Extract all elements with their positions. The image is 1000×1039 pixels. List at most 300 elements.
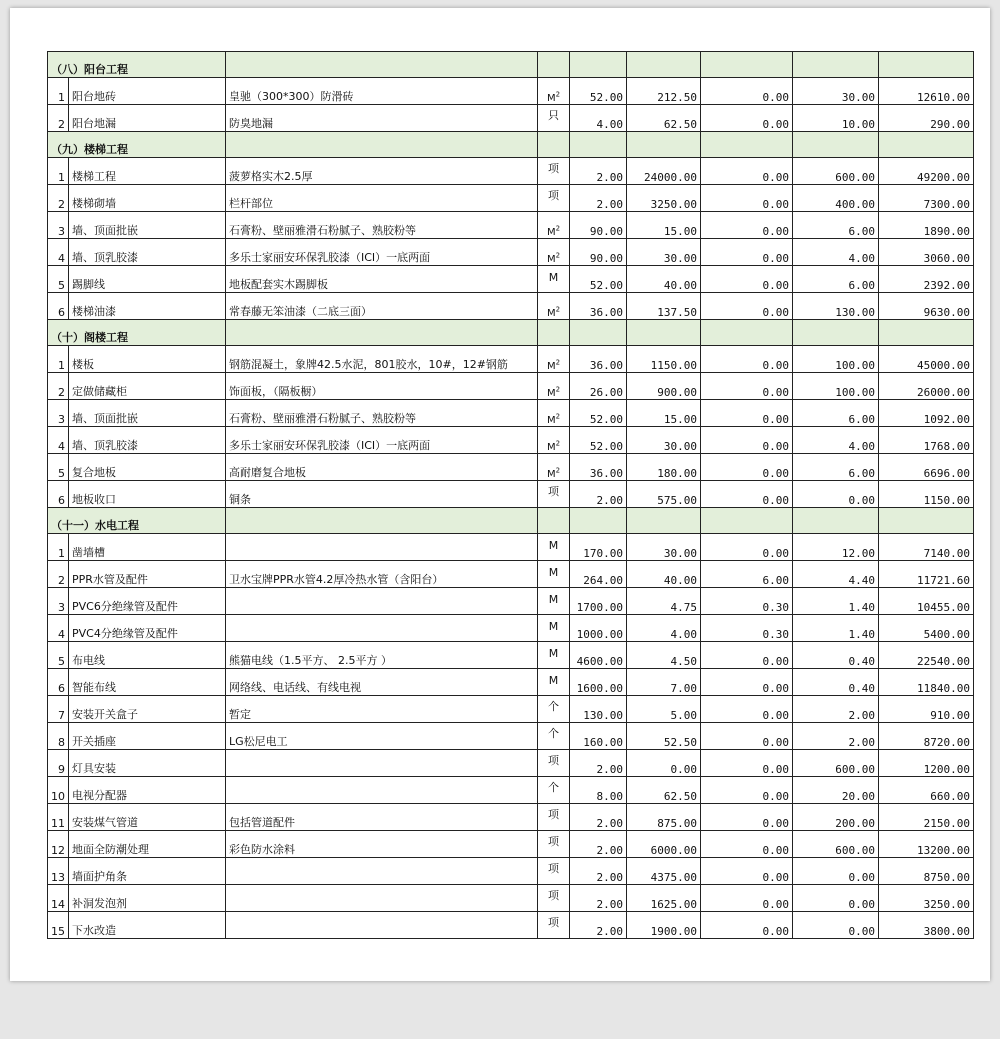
unit-cell[interactable] [538,185,570,212]
item-description-cell[interactable]: 多乐士家丽安环保乳胶漆（ICI）一底两面 [226,239,538,266]
quantity-cell[interactable]: 36.00 [570,346,627,373]
labor-cost-cell[interactable]: 0.40 [793,669,879,696]
item-description-cell[interactable]: 防臭地漏 [226,105,538,132]
section-empty-cell[interactable] [879,508,974,534]
item-description-cell[interactable]: 熊猫电线（1.5平方、 2.5平方 ） [226,642,538,669]
item-description-cell[interactable]: 石膏粉、壁丽雅滑石粉腻子、熟胶粉等 [226,400,538,427]
quantity-cell[interactable]: 2.00 [570,885,627,912]
unit-cell[interactable] [538,346,570,373]
labor-cost-cell[interactable]: 12.00 [793,534,879,561]
spreadsheet-page [10,8,990,981]
row-index-cell[interactable]: 3 [48,212,69,239]
unit-price-cell[interactable]: 900.00 [627,373,701,400]
material-cost-cell[interactable]: 0.00 [701,105,793,132]
item-description-cell[interactable]: 彩色防水涂料 [226,831,538,858]
unit-price-cell[interactable]: 30.00 [627,534,701,561]
row-index-cell[interactable]: 1 [48,534,69,561]
unit-cell[interactable] [538,239,570,266]
quantity-cell[interactable]: 90.00 [570,239,627,266]
unit-cell[interactable] [538,481,570,508]
row-index-cell[interactable]: 11 [48,804,69,831]
section-empty-cell[interactable] [793,320,879,346]
material-cost-cell[interactable]: 0.00 [701,912,793,939]
quantity-cell[interactable]: 52.00 [570,427,627,454]
item-description-cell[interactable]: 皇驰（300*300）防滑砖 [226,78,538,105]
unit-cell[interactable] [538,400,570,427]
subtotal-cell[interactable]: 660.00 [879,777,974,804]
labor-cost-cell[interactable]: 2.00 [793,696,879,723]
material-cost-cell[interactable]: 0.00 [701,158,793,185]
section-empty-cell[interactable] [879,52,974,78]
material-cost-cell[interactable]: 0.00 [701,293,793,320]
section-empty-cell[interactable] [879,320,974,346]
labor-cost-cell[interactable]: 200.00 [793,804,879,831]
section-empty-cell[interactable] [226,508,538,534]
item-name-cell[interactable]: PPR水管及配件 [69,561,226,588]
item-name-cell[interactable]: 智能布线 [69,669,226,696]
unit-price-cell[interactable]: 1150.00 [627,346,701,373]
unit-price-cell[interactable]: 6000.00 [627,831,701,858]
unit-price-cell[interactable]: 24000.00 [627,158,701,185]
item-description-cell[interactable] [226,912,538,939]
quantity-cell[interactable]: 90.00 [570,212,627,239]
unit-label: 项 [548,862,559,875]
item-name-cell[interactable]: 开关插座 [69,723,226,750]
row-index-cell[interactable]: 12 [48,831,69,858]
unit-label: M [548,674,559,687]
labor-cost-cell[interactable]: 4.00 [793,239,879,266]
quantity-cell[interactable]: 52.00 [570,266,627,293]
material-cost-cell[interactable]: 0.00 [701,266,793,293]
item-description-cell[interactable]: 石膏粉、壁丽雅滑石粉腻子、熟胶粉等 [226,212,538,239]
item-description-cell[interactable]: 铜条 [226,481,538,508]
unit-price-cell[interactable]: 5.00 [627,696,701,723]
labor-cost-cell[interactable]: 10.00 [793,105,879,132]
unit-price-cell[interactable]: 40.00 [627,561,701,588]
subtotal-cell[interactable]: 1150.00 [879,481,974,508]
unit-price-cell[interactable]: 0.00 [627,750,701,777]
subtotal-cell[interactable]: 22540.00 [879,642,974,669]
material-cost-cell[interactable]: 6.00 [701,561,793,588]
unit-cell[interactable] [538,454,570,481]
row-index-cell[interactable]: 6 [48,669,69,696]
section-empty-cell[interactable] [538,508,570,534]
quantity-cell[interactable]: 2.00 [570,158,627,185]
quantity-cell[interactable]: 2.00 [570,481,627,508]
quantity-cell[interactable]: 4600.00 [570,642,627,669]
subtotal-cell[interactable]: 49200.00 [879,158,974,185]
row-index-cell[interactable]: 10 [48,777,69,804]
material-cost-cell[interactable]: 0.30 [701,615,793,642]
item-description-cell[interactable]: 卫水宝牌PPR水管4.2厚冷热水管（含阳台） [226,561,538,588]
section-empty-cell[interactable] [793,508,879,534]
subtotal-cell[interactable]: 910.00 [879,696,974,723]
labor-cost-cell[interactable]: 600.00 [793,158,879,185]
row-index-cell[interactable]: 14 [48,885,69,912]
subtotal-cell[interactable]: 7300.00 [879,185,974,212]
labor-cost-cell[interactable]: 1.40 [793,588,879,615]
item-name-cell[interactable]: 定做储藏柜 [69,373,226,400]
row-index-cell[interactable]: 13 [48,858,69,885]
unit-price-cell[interactable]: 575.00 [627,481,701,508]
unit-price-cell[interactable]: 4375.00 [627,858,701,885]
subtotal-cell[interactable]: 9630.00 [879,293,974,320]
material-cost-cell[interactable]: 0.00 [701,885,793,912]
unit-price-cell[interactable]: 3250.00 [627,185,701,212]
item-name-cell[interactable]: 灯具安装 [69,750,226,777]
quantity-cell[interactable]: 2.00 [570,858,627,885]
subtotal-cell[interactable]: 45000.00 [879,346,974,373]
item-description-cell[interactable] [226,750,538,777]
unit-price-cell[interactable]: 15.00 [627,212,701,239]
item-name-cell[interactable]: 下水改造 [69,912,226,939]
unit-price-cell[interactable]: 1900.00 [627,912,701,939]
section-empty-cell[interactable] [538,132,570,158]
quantity-cell[interactable]: 4.00 [570,105,627,132]
section-empty-cell[interactable] [701,132,793,158]
unit-cell[interactable] [538,723,570,750]
labor-cost-cell[interactable]: 30.00 [793,78,879,105]
item-name-cell[interactable]: 楼梯砌墙 [69,185,226,212]
labor-cost-cell[interactable]: 1.40 [793,615,879,642]
section-empty-cell[interactable] [226,320,538,346]
item-description-cell[interactable]: 暂定 [226,696,538,723]
unit-cell[interactable] [538,804,570,831]
labor-cost-cell[interactable]: 0.40 [793,642,879,669]
material-cost-cell[interactable]: 0.00 [701,642,793,669]
subtotal-cell[interactable]: 3250.00 [879,885,974,912]
quantity-cell[interactable]: 52.00 [570,78,627,105]
material-cost-cell[interactable]: 0.00 [701,481,793,508]
section-empty-cell[interactable] [793,132,879,158]
labor-cost-cell[interactable]: 130.00 [793,293,879,320]
row-index-cell[interactable]: 2 [48,561,69,588]
subtotal-cell[interactable]: 1092.00 [879,400,974,427]
section-empty-cell[interactable] [701,320,793,346]
item-description-cell[interactable]: 高耐磨复合地板 [226,454,538,481]
material-cost-cell[interactable]: 0.00 [701,804,793,831]
row-index-cell[interactable]: 4 [48,615,69,642]
section-empty-cell[interactable] [793,52,879,78]
material-cost-cell[interactable]: 0.00 [701,669,793,696]
unit-label: M [546,361,556,372]
quantity-cell[interactable]: 36.00 [570,293,627,320]
item-name-cell[interactable]: 墙、顶乳胶漆 [69,427,226,454]
material-cost-cell[interactable]: 0.30 [701,588,793,615]
labor-cost-cell[interactable]: 2.00 [793,723,879,750]
subtotal-cell[interactable]: 10455.00 [879,588,974,615]
unit-cell[interactable] [538,266,570,293]
unit-price-cell[interactable]: 30.00 [627,427,701,454]
material-cost-cell[interactable]: 0.00 [701,400,793,427]
item-description-cell[interactable] [226,534,538,561]
section-empty-cell[interactable] [538,320,570,346]
section-title[interactable]: （八）阳台工程 [48,52,226,78]
subtotal-cell[interactable]: 7140.00 [879,534,974,561]
item-name-cell[interactable]: 复合地板 [69,454,226,481]
item-name-cell[interactable]: 墙、顶面批嵌 [69,400,226,427]
quantity-cell[interactable]: 2.00 [570,912,627,939]
unit-price-cell[interactable]: 4.75 [627,588,701,615]
labor-cost-cell[interactable]: 4.00 [793,427,879,454]
item-description-cell[interactable]: LG松尼电工 [226,723,538,750]
item-name-cell[interactable]: 电视分配器 [69,777,226,804]
item-description-cell[interactable]: 钢筋混凝土，象牌42.5水泥，801胶水，10#，12#钢筋 [226,346,538,373]
section-empty-cell[interactable] [701,52,793,78]
item-description-cell[interactable]: 栏杆部位 [226,185,538,212]
unit-label: M [546,388,556,399]
labor-cost-cell[interactable]: 0.00 [793,858,879,885]
unit-cell[interactable] [538,669,570,696]
subtotal-cell[interactable]: 2150.00 [879,804,974,831]
item-name-cell[interactable]: 安装煤气管道 [69,804,226,831]
row-index-cell[interactable]: 5 [48,266,69,293]
quantity-cell[interactable]: 2.00 [570,804,627,831]
quantity-cell[interactable]: 1700.00 [570,588,627,615]
item-description-cell[interactable] [226,615,538,642]
labor-cost-cell[interactable]: 0.00 [793,912,879,939]
item-name-cell[interactable]: 地面全防潮处理 [69,831,226,858]
unit-price-cell[interactable]: 15.00 [627,400,701,427]
unit-label: M [548,593,559,606]
subtotal-cell[interactable]: 2392.00 [879,266,974,293]
labor-cost-cell[interactable]: 400.00 [793,185,879,212]
quantity-cell[interactable]: 26.00 [570,373,627,400]
subtotal-cell[interactable]: 13200.00 [879,831,974,858]
unit-price-cell[interactable]: 180.00 [627,454,701,481]
unit-cell[interactable] [538,750,570,777]
row-index-cell[interactable]: 2 [48,185,69,212]
subtotal-cell[interactable]: 11721.60 [879,561,974,588]
row-index-cell[interactable]: 7 [48,696,69,723]
section-empty-cell[interactable] [570,320,627,346]
row-index-cell[interactable]: 8 [48,723,69,750]
unit-cell[interactable] [538,534,570,561]
unit-cell[interactable] [538,212,570,239]
unit-price-cell[interactable]: 40.00 [627,266,701,293]
unit-price-cell[interactable]: 52.50 [627,723,701,750]
item-name-cell[interactable]: 踢脚线 [69,266,226,293]
unit-cell[interactable] [538,427,570,454]
item-name-cell[interactable]: 补洞发泡剂 [69,885,226,912]
material-cost-cell[interactable]: 0.00 [701,777,793,804]
section-empty-cell[interactable] [226,132,538,158]
labor-cost-cell[interactable]: 6.00 [793,212,879,239]
quantity-cell[interactable]: 2.00 [570,831,627,858]
row-index-cell[interactable]: 5 [48,642,69,669]
item-name-cell[interactable]: PVC6分绝缘管及配件 [69,588,226,615]
item-description-cell[interactable]: 饰面板，（隔板橱） [226,373,538,400]
row-index-cell[interactable]: 1 [48,346,69,373]
section-title[interactable]: （十）阁楼工程 [48,320,226,346]
item-name-cell[interactable]: 墙、顶乳胶漆 [69,239,226,266]
subtotal-cell[interactable]: 8750.00 [879,858,974,885]
item-name-cell[interactable]: 墙、顶面批嵌 [69,212,226,239]
unit-cell[interactable] [538,831,570,858]
unit-price-cell[interactable]: 875.00 [627,804,701,831]
quantity-cell[interactable]: 2.00 [570,750,627,777]
section-empty-cell[interactable] [570,52,627,78]
row-index-cell[interactable]: 1 [48,158,69,185]
row-index-cell[interactable]: 1 [48,78,69,105]
item-name-cell[interactable]: PVC4分绝缘管及配件 [69,615,226,642]
unit-price-cell[interactable]: 62.50 [627,777,701,804]
row-index-cell[interactable]: 4 [48,239,69,266]
row-index-cell[interactable]: 3 [48,400,69,427]
item-name-cell[interactable]: 楼梯工程 [69,158,226,185]
subtotal-cell[interactable]: 6696.00 [879,454,974,481]
item-description-cell[interactable] [226,858,538,885]
quantity-cell[interactable]: 2.00 [570,185,627,212]
unit-cell[interactable] [538,293,570,320]
material-cost-cell[interactable]: 0.00 [701,239,793,266]
section-empty-cell[interactable] [701,508,793,534]
material-cost-cell[interactable]: 0.00 [701,346,793,373]
unit-cell[interactable] [538,858,570,885]
item-description-cell[interactable]: 常春藤无笨油漆（二底三面） [226,293,538,320]
section-empty-cell[interactable] [538,52,570,78]
row-index-cell[interactable]: 6 [48,481,69,508]
material-cost-cell[interactable]: 0.00 [701,373,793,400]
item-name-cell[interactable]: 阳台地砖 [69,78,226,105]
unit-price-cell[interactable]: 212.50 [627,78,701,105]
item-description-cell[interactable] [226,588,538,615]
row-index-cell[interactable]: 5 [48,454,69,481]
section-title[interactable]: （九）楼梯工程 [48,132,226,158]
unit-cell[interactable] [538,588,570,615]
item-name-cell[interactable]: 布电线 [69,642,226,669]
unit-cell[interactable] [538,78,570,105]
subtotal-cell[interactable]: 26000.00 [879,373,974,400]
unit-price-cell[interactable]: 137.50 [627,293,701,320]
labor-cost-cell[interactable]: 0.00 [793,885,879,912]
unit-price-cell[interactable]: 4.50 [627,642,701,669]
subtotal-cell[interactable]: 8720.00 [879,723,974,750]
section-empty-cell[interactable] [226,52,538,78]
labor-cost-cell[interactable]: 0.00 [793,481,879,508]
item-name-cell[interactable]: 楼板 [69,346,226,373]
row-index-cell[interactable]: 9 [48,750,69,777]
unit-price-cell[interactable]: 62.50 [627,105,701,132]
labor-cost-cell[interactable]: 4.40 [793,561,879,588]
subtotal-cell[interactable]: 12610.00 [879,78,974,105]
labor-cost-cell[interactable]: 6.00 [793,454,879,481]
unit-cell[interactable] [538,642,570,669]
labor-cost-cell[interactable]: 20.00 [793,777,879,804]
item-description-cell[interactable]: 地板配套实木踢脚板 [226,266,538,293]
section-empty-cell[interactable] [879,132,974,158]
unit-price-cell[interactable]: 7.00 [627,669,701,696]
row-index-cell[interactable]: 4 [48,427,69,454]
table-row [48,723,974,750]
quantity-cell[interactable]: 52.00 [570,400,627,427]
row-index-cell[interactable]: 15 [48,912,69,939]
unit-cell[interactable] [538,615,570,642]
material-cost-cell[interactable]: 0.00 [701,723,793,750]
item-description-cell[interactable]: 网络线、电话线、有线电视 [226,669,538,696]
unit-cell[interactable] [538,158,570,185]
material-cost-cell[interactable]: 0.00 [701,78,793,105]
section-empty-cell[interactable] [627,132,701,158]
item-name-cell[interactable]: 阳台地漏 [69,105,226,132]
material-cost-cell[interactable]: 0.00 [701,858,793,885]
row-index-cell[interactable]: 3 [48,588,69,615]
item-description-cell[interactable] [226,777,538,804]
material-cost-cell[interactable]: 0.00 [701,212,793,239]
unit-cell[interactable] [538,777,570,804]
quantity-cell[interactable]: 1600.00 [570,669,627,696]
subtotal-cell[interactable]: 1768.00 [879,427,974,454]
quantity-cell[interactable]: 1000.00 [570,615,627,642]
row-index-cell[interactable]: 2 [48,105,69,132]
material-cost-cell[interactable]: 0.00 [701,831,793,858]
subtotal-cell[interactable]: 290.00 [879,105,974,132]
labor-cost-cell[interactable]: 6.00 [793,266,879,293]
labor-cost-cell[interactable]: 600.00 [793,831,879,858]
unit-price-cell[interactable]: 4.00 [627,615,701,642]
item-name-cell[interactable]: 安装开关盒子 [69,696,226,723]
material-cost-cell[interactable]: 0.00 [701,696,793,723]
subtotal-cell[interactable]: 11840.00 [879,669,974,696]
subtotal-cell[interactable]: 1200.00 [879,750,974,777]
section-empty-cell[interactable] [627,508,701,534]
quantity-cell[interactable]: 160.00 [570,723,627,750]
quantity-cell[interactable]: 264.00 [570,561,627,588]
item-description-cell[interactable] [226,885,538,912]
material-cost-cell[interactable]: 0.00 [701,454,793,481]
item-name-cell[interactable]: 楼梯油漆 [69,293,226,320]
unit-price-cell[interactable]: 30.00 [627,239,701,266]
item-description-cell[interactable]: 包括管道配件 [226,804,538,831]
material-cost-cell[interactable]: 0.00 [701,534,793,561]
subtotal-cell[interactable]: 5400.00 [879,615,974,642]
section-title[interactable]: （十一）水电工程 [48,508,226,534]
section-empty-cell[interactable] [627,52,701,78]
labor-cost-cell[interactable]: 600.00 [793,750,879,777]
section-empty-cell[interactable] [570,132,627,158]
unit-cell[interactable] [538,696,570,723]
item-name-cell[interactable]: 地板收口 [69,481,226,508]
subtotal-cell[interactable]: 3800.00 [879,912,974,939]
unit-cell[interactable] [538,373,570,400]
unit-cell[interactable] [538,105,570,132]
unit-cell[interactable] [538,561,570,588]
unit-price-cell[interactable]: 1625.00 [627,885,701,912]
material-cost-cell[interactable]: 0.00 [701,185,793,212]
unit-cell[interactable] [538,912,570,939]
section-empty-cell[interactable] [627,320,701,346]
row-index-cell[interactable]: 2 [48,373,69,400]
labor-cost-cell[interactable]: 100.00 [793,373,879,400]
section-empty-cell[interactable] [570,508,627,534]
labor-cost-cell[interactable]: 6.00 [793,400,879,427]
material-cost-cell[interactable]: 0.00 [701,427,793,454]
unit-cell[interactable] [538,885,570,912]
material-cost-cell[interactable]: 0.00 [701,750,793,777]
quantity-cell[interactable]: 36.00 [570,454,627,481]
labor-cost-cell[interactable]: 100.00 [793,346,879,373]
subtotal-cell[interactable]: 1890.00 [879,212,974,239]
item-name-cell[interactable]: 墙面护角条 [69,858,226,885]
quantity-cell[interactable]: 8.00 [570,777,627,804]
quantity-cell[interactable]: 130.00 [570,696,627,723]
row-index-cell[interactable]: 6 [48,293,69,320]
subtotal-cell[interactable]: 3060.00 [879,239,974,266]
item-description-cell[interactable]: 多乐士家丽安环保乳胶漆（ICI）一底两面 [226,427,538,454]
item-name-cell[interactable]: 凿墙槽 [69,534,226,561]
item-description-cell[interactable]: 菠萝格实木2.5厚 [226,158,538,185]
quantity-cell[interactable]: 170.00 [570,534,627,561]
